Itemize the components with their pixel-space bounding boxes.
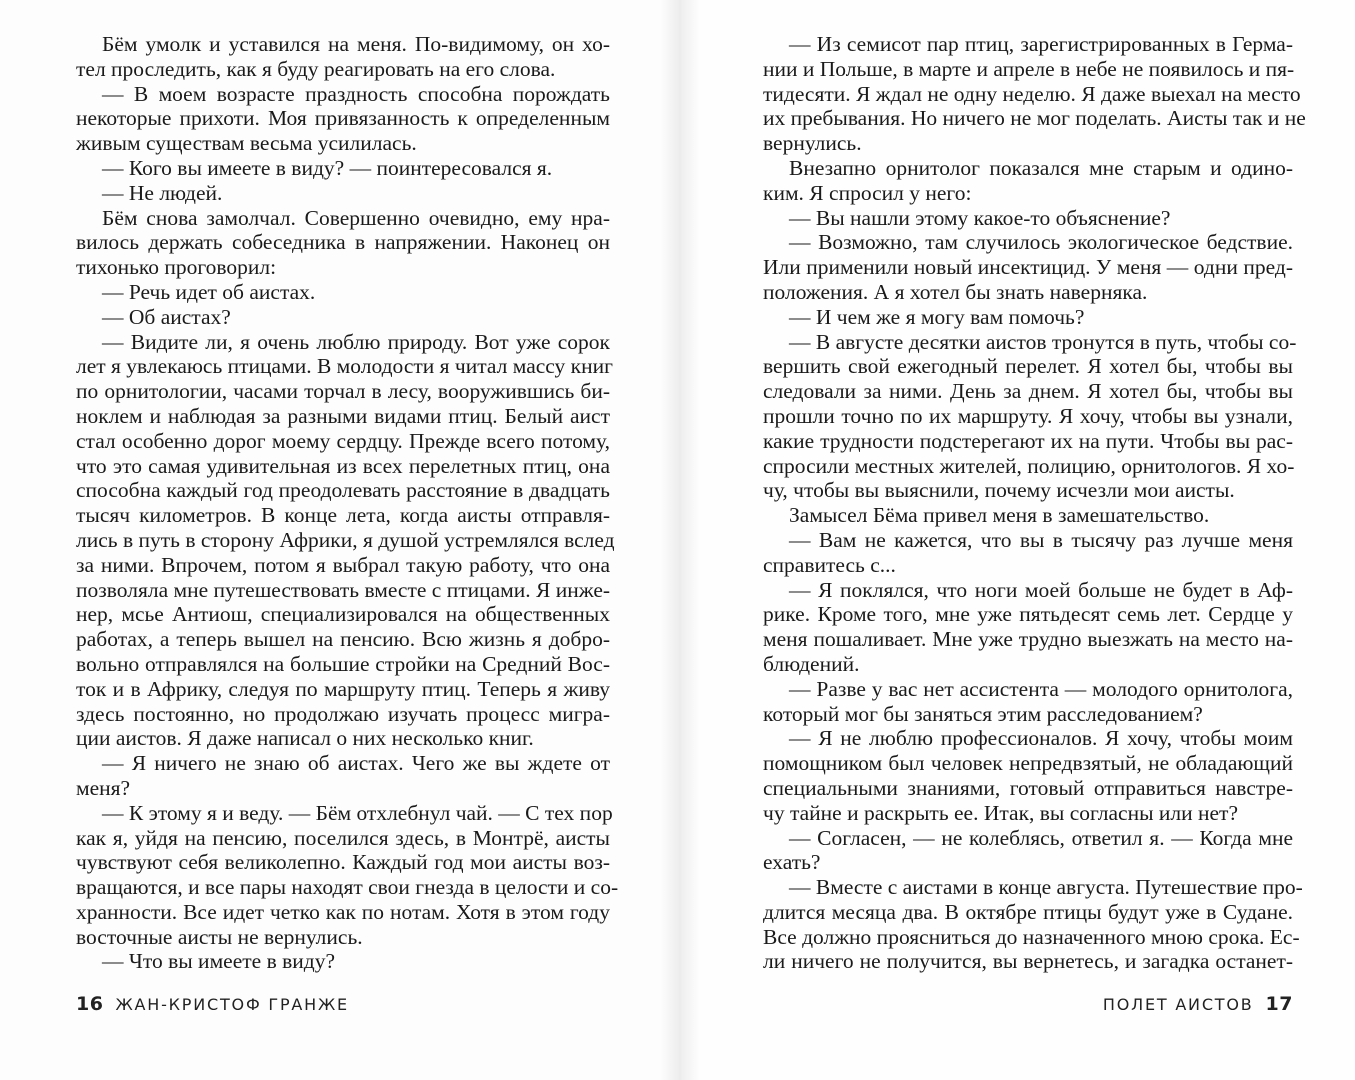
text-line: работах, а теперь вышел на пенсию. Всю жизнь я добро-: [76, 627, 610, 652]
text-line: стал особенно дорог моему сердцу. Прежде всего потому,: [76, 428, 610, 453]
text-line: Бём снова замолчал. Совершенно очевидно, ему нра-: [102, 205, 610, 230]
left-page-number: 16: [76, 993, 104, 1015]
text-line: Замысел Бёма привел меня в замешательство.: [789, 503, 1210, 528]
text-line: — Из семисот пар птиц, зарегистрированных в Герма-: [789, 32, 1293, 56]
right-page-footer: [1103, 993, 1293, 1015]
text-line: хранности. Все идет четко как по нотам. Хотя в этом году: [76, 899, 610, 924]
book-gutter-shadow: [660, 0, 700, 1080]
text-line: — И чем же я могу вам помочь?: [789, 304, 1085, 329]
text-line: следовали за ними. День за днем. Я хотел бы, чтобы вы: [763, 379, 1293, 404]
text-line: вершить свой ежегодный перелет. Я хотел бы, чтобы вы: [763, 354, 1293, 379]
text-line: — Вы нашли этому какое-то объяснение?: [789, 205, 1171, 230]
right-running-title: ПОЛЕТ АИСТОВ: [1102, 995, 1254, 1014]
text-line: как я, уйдя на пенсию, поселился здесь, в Монтрё, аисты: [76, 825, 610, 850]
text-line: тел проследить, как я буду реагировать на его слова.: [76, 56, 556, 81]
text-line: ток и в Африку, следуя по маршруту птиц. Теперь я живу: [76, 676, 610, 701]
text-line: — Не людей.: [102, 180, 223, 205]
text-line: прошли точно по их маршруту. Я хочу, чтобы вы узнали,: [763, 403, 1293, 428]
text-line: — Я поклялся, что ноги моей больше не будет в Аф-: [789, 577, 1293, 602]
text-line: здесь постоянно, но продолжаю изучать процесс мигра-: [76, 701, 610, 726]
text-line: ким. Я спросил у него:: [763, 180, 972, 205]
left-running-title: ЖАН-КРИСТОФ ГРАНЖЕ: [115, 995, 349, 1014]
text-line: помощником был человек непредвзятый, не обладающий: [763, 751, 1293, 776]
text-line: Или применили новый инсектицид. У меня — одни пред-: [763, 255, 1293, 280]
text-line: лись в путь в сторону Африки, я душой устремлялся вслед: [76, 527, 615, 552]
text-line: тихонько проговорил:: [76, 255, 277, 280]
text-line: Внезапно орнитолог показался мне старым и одино-: [789, 155, 1293, 180]
text-line: тысяч километров. В конце лета, когда аисты отправля-: [76, 503, 610, 528]
text-line: — Я ничего не знаю об аистах. Чего же вы ждете от: [102, 751, 610, 776]
text-line: Бём умолк и уставился на меня. По-видимому, он хо-: [102, 32, 610, 56]
text-line: чу тайне и раскрыть ее. Итак, вы согласны или нет?: [763, 800, 1238, 825]
right-page-number: 17: [1265, 993, 1293, 1015]
text-line: что это самая удивительная из всех перелетных птиц, она: [76, 453, 610, 478]
text-line: по орнитологии, часами торчал в лесу, вооружившись би-: [76, 379, 610, 404]
text-line: чу, чтобы вы выяснили, почему исчезли мои аисты.: [763, 478, 1235, 503]
right-page-text: [763, 32, 1306, 974]
text-line: — Согласен, — не колеблясь, ответил я. — Когда мне: [789, 825, 1293, 850]
text-line: Все должно проясниться до назначенного мною срока. Ес-: [763, 924, 1300, 949]
text-line: — Я не люблю профессионалов. Я хочу, чтобы моим: [789, 726, 1293, 751]
text-line: позволяла мне путешествовать вместе с птицами. Я инже-: [76, 577, 611, 602]
text-line: спросили местных жителей, полицию, орнитологов. Я хо-: [763, 453, 1295, 478]
text-line: нии и Польше, в марте и апреле в небе не появилось и пя-: [763, 56, 1295, 81]
text-line: — Что вы имеете в виду?: [102, 949, 335, 974]
text-line: нер, мсье Антиош, специализировался на общественных: [76, 602, 610, 627]
text-line: рике. Кроме того, мне уже пятьдесят семь лет. Сердце у: [763, 602, 1293, 627]
text-line: восточные аисты не вернулись.: [76, 924, 363, 949]
text-line: специальными знаниями, готовый отправиться навстре-: [763, 775, 1293, 800]
text-line: блюдений.: [763, 651, 860, 676]
text-line: меня?: [76, 775, 131, 800]
text-line: — Возможно, там случилось экологическое бедствие.: [789, 230, 1293, 255]
text-line: — В августе десятки аистов тронутся в путь, чтобы со-: [789, 329, 1297, 354]
text-line: который мог бы заняться этим расследованием?: [763, 701, 1203, 726]
text-line: — К этому я и веду. — Бём отхлебнул чай. — С тех пор: [102, 800, 613, 825]
text-line: — Кого вы имеете в виду? — поинтересовался я.: [102, 155, 553, 180]
text-line: справитесь с...: [763, 552, 896, 577]
text-line: меня пошаливает. Мне уже трудно выезжать на место на-: [763, 627, 1293, 652]
text-line: какие трудности подстерегают их на пути. Чтобы вы рас-: [763, 428, 1293, 453]
text-line: некоторые прихоти. Моя привязанность к определенным: [76, 106, 610, 131]
right-page: [678, 0, 1355, 1080]
text-line: ехать?: [763, 850, 821, 875]
text-line: — Об аистах?: [102, 304, 231, 329]
left-page-footer: [76, 993, 349, 1015]
text-line: вернулись.: [763, 131, 862, 156]
text-line: их пребывания. Но ничего не мог поделать. Аисты так и не: [763, 106, 1306, 131]
text-line: — Речь идет об аистах.: [102, 279, 316, 304]
text-line: способна каждый год преодолевать расстояние в двадцать: [76, 478, 610, 503]
text-line: длится месяца два. В октябре птицы будут уже в Судане.: [763, 899, 1293, 924]
text-line: — Вместе с аистами в конце августа. Путешествие про-: [789, 875, 1303, 900]
text-line: чувствуют себя великолепно. Каждый год мои аисты воз-: [76, 850, 610, 875]
text-line: ноклем и наблюдая за разными видами птиц. Белый аист: [76, 403, 610, 428]
text-line: вилось держать собеседника в напряжении. Наконец он: [76, 230, 610, 255]
text-line: — Вам не кажется, что вы в тысячу раз лучше меня: [789, 527, 1293, 552]
text-line: положения. А я хотел бы знать наверняка.: [763, 279, 1148, 304]
text-line: ции аистов. Я даже написал о них несколько книг.: [76, 726, 534, 751]
left-page-text: [76, 32, 619, 974]
text-line: за ними. Впрочем, потом я выбрал такую работу, что она: [76, 552, 610, 577]
text-line: лет я увлекаюсь птицами. В молодости я читал массу книг: [76, 354, 613, 379]
text-line: — Разве у вас нет ассистента — молодого орнитолога,: [789, 676, 1293, 701]
text-line: тидесяти. Я ждал не одну неделю. Я даже выехал на место: [763, 81, 1301, 106]
text-line: — В моем возрасте праздность способна порождать: [102, 81, 610, 106]
text-line: живым существам весьма усилилась.: [76, 131, 417, 156]
text-line: — Видите ли, я очень люблю природу. Вот уже сорок: [102, 329, 610, 354]
text-line: вольно отправлялся на большие стройки на Средний Вос-: [76, 651, 610, 676]
text-line: вращаются, и все пары находят свои гнезда в целости и со-: [76, 875, 619, 900]
text-line: ли ничего не получится, вы вернетесь, и загадка останет-: [763, 949, 1293, 974]
